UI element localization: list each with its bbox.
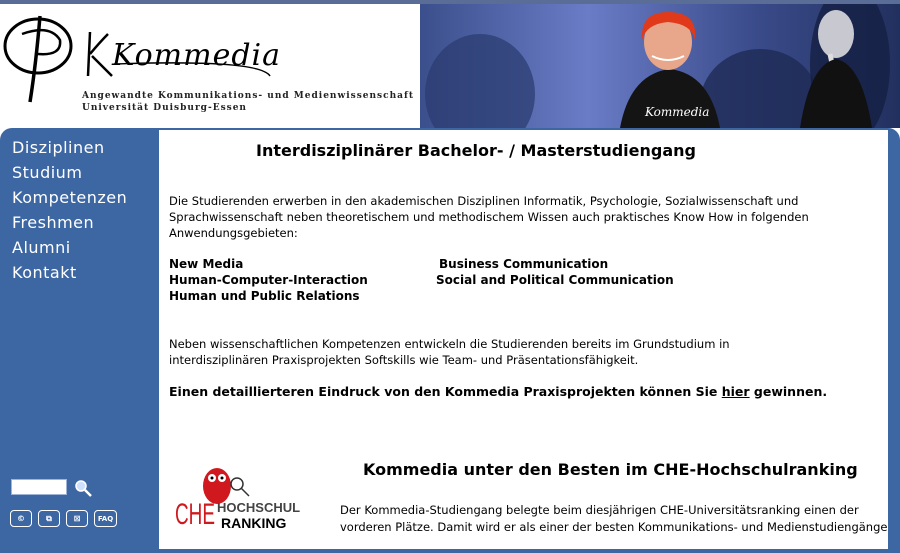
che-paragraph: Der Kommedia-Studiengang belegte beim diesjährigen CHE-Universitätsranking einen der vorderen Plätze. Damit wird er als einer der besten Kommunikations- und Medienstudiengänge [340,503,888,534]
projects-link[interactable]: hier [721,384,750,399]
students-photo-icon [420,4,900,128]
imprint-icon[interactable]: ⊠ [66,510,88,527]
site-logo[interactable] [0,4,420,128]
faq-icon[interactable]: FAQ [94,510,117,527]
site-header [0,4,900,128]
header-photo [420,4,900,128]
che-mark-text: CHE [175,498,215,531]
owl-mascot-icon [169,462,329,537]
projects-line [169,384,827,399]
search-icon[interactable] [74,479,92,497]
intro-paragraph: Die Studierenden erwerben in den akademischen Disziplinen Informatik, Psychologie, Sozialwissenschaft und Sprachwissenschaft neben theoretischem und methodischem Wissen auch praktisches Know How in folgenden Anwendungsgebieten: [169,194,809,240]
che-title: Kommedia unter den Besten im CHE-Hochschulranking [363,460,858,479]
area-hci: Human-Computer-Interaction [169,273,368,287]
nav-item-kontakt[interactable]: Kontakt [12,263,77,282]
tagline-university: Universität Duisburg-Essen [82,103,247,113]
area-public-relations: Human und Public Relations [169,289,360,303]
nav-item-freshmen[interactable]: Freshmen [12,213,95,232]
nav-item-kompetenzen[interactable]: Kompetenzen [12,188,128,207]
copyright-icon[interactable]: © [10,510,32,527]
area-political-communication: Social and Political Communication [436,273,674,287]
projects-text-after: gewinnen. [749,384,828,399]
page-title: Interdisziplinärer Bachelor- / Masterstudiengang [256,141,696,160]
tagline-faculty: Angewandte Kommunikations- und Medienwissenschaft [82,91,414,101]
sitemap-icon[interactable]: ⧉ [38,510,60,527]
search-input[interactable] [11,479,67,495]
projects-text-before: Einen detaillierteren Eindruck von den Kommedia Praxisprojekten können Sie [169,384,722,399]
nav-item-studium[interactable]: Studium [12,163,83,182]
main-content [159,130,888,549]
nav-item-disziplinen[interactable]: Disziplinen [12,138,105,157]
area-business-communication: Business Communication [439,257,609,271]
logo-wordmark: Kommedia [112,38,282,73]
che-logo-line2: RANKING [221,515,287,531]
area-new-media: New Media [169,257,244,271]
nav-item-alumni[interactable]: Alumni [12,238,71,257]
shirt-logo-text: Kommedia [645,105,710,119]
che-logo-line1: HOCHSCHUL [217,500,301,515]
skills-paragraph: Neben wissenschaftlichen Kompetenzen entwickeln die Studierenden bereits im Grundstudium in interdisziplinären Praxisprojekten Softskills wie Team- und Präsentationsfähigkeit. [169,337,730,367]
che-ranking-logo[interactable] [169,462,329,537]
